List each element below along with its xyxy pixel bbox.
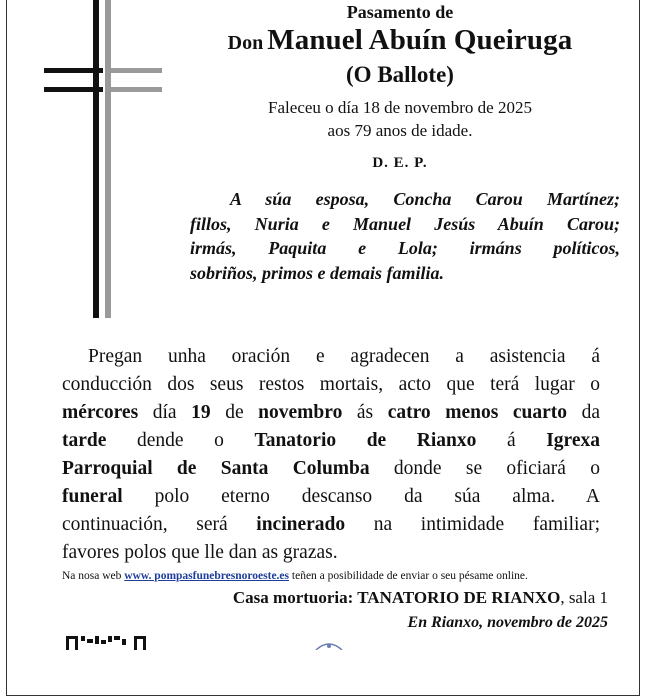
age: aos 79 anos de idade. [327,121,473,140]
emphasis: funeral [62,486,123,507]
text-run: de [210,402,259,423]
emphasis: catro menos cuarto [387,402,568,423]
text-run: día [138,402,192,423]
deceased-alias: (O Ballote) [346,62,454,87]
death-date: Faleceu o día 18 de novembro de 2025 [268,98,532,117]
website-link[interactable]: www. pompasfunebresnoroeste.es [124,570,290,582]
dep-mark: D. E. P. [372,155,428,171]
family-line: sobriños, primos e demais familia. [190,262,445,283]
honorific: Don [227,32,264,54]
text-run: dende o [106,430,255,451]
ceremony-line: conducción dos seus restos mortais, acto que terá lugar o [62,374,600,395]
family-line: A súa esposa, Concha Carou Martínez; [230,189,620,209]
family-line: irmás, Paquita e Lola; irmáns políticos, [190,238,620,258]
qr-code-icon [66,636,148,650]
cross-horizontal-dark-bottom [44,87,103,92]
cross-horizontal-dark-top [44,68,103,73]
cross-horizontal-light-top [108,68,162,73]
emphasis: Parroquial de Santa Columba [62,458,370,479]
place-date: En Rianxo, novembro de 2025 [407,614,608,631]
emphasis: Tanatorio de Rianxo [254,430,477,451]
deceased-name-line [180,24,620,57]
deceased-name: Manuel Abuín Queiruga [267,24,573,56]
funeral-home [233,588,608,608]
web-prefix: Na nosa web [62,570,125,582]
ceremony-line [62,483,600,511]
emphasis: Igrexa [546,430,601,451]
text-run: ás [342,402,388,423]
ceremony-text [62,343,600,567]
funeral-home-logo [312,640,346,650]
family-block [190,187,620,285]
ceremony-line: Pregan unha oración e agradecen a asistencia á [88,346,600,367]
ceremony-line [62,399,600,427]
emphasis: novembro [258,402,343,423]
web-suffix: teñen a posibilidade de enviar o seu pésame online. [289,570,528,582]
text-run: continuación, será [62,514,257,535]
ceremony-line [62,511,600,539]
notice-heading: Pasamento de [346,2,454,22]
cross-horizontal-light-bottom [108,87,162,92]
text-run: donde se oficiará o [369,458,600,479]
funeral-home-room: , sala 1 [560,588,608,607]
text-run: polo eterno descanso da súa alma. A [122,486,600,507]
ceremony-line [62,455,600,483]
cross-icon [44,0,162,320]
emphasis: mércores [62,402,139,423]
ceremony-line: favores polos que lle dan as grazas. [62,542,338,563]
ceremony-line [62,427,600,455]
web-notice [62,570,528,582]
emphasis: incinerado [256,514,346,535]
emphasis: 19 [191,402,211,423]
text-run: na intimidade familiar; [345,514,600,535]
death-details [180,96,620,142]
text-run: da [567,402,601,423]
emphasis: tarde [62,430,107,451]
funeral-home-label: Casa mortuoria: TANATORIO DE RIANXO [232,588,561,607]
cross-vertical-light [105,0,111,318]
family-line: fillos, Nuria e Manuel Jesús Abuín Carou; [190,213,620,234]
text-run: á [476,430,547,451]
cross-vertical-dark [93,0,99,318]
